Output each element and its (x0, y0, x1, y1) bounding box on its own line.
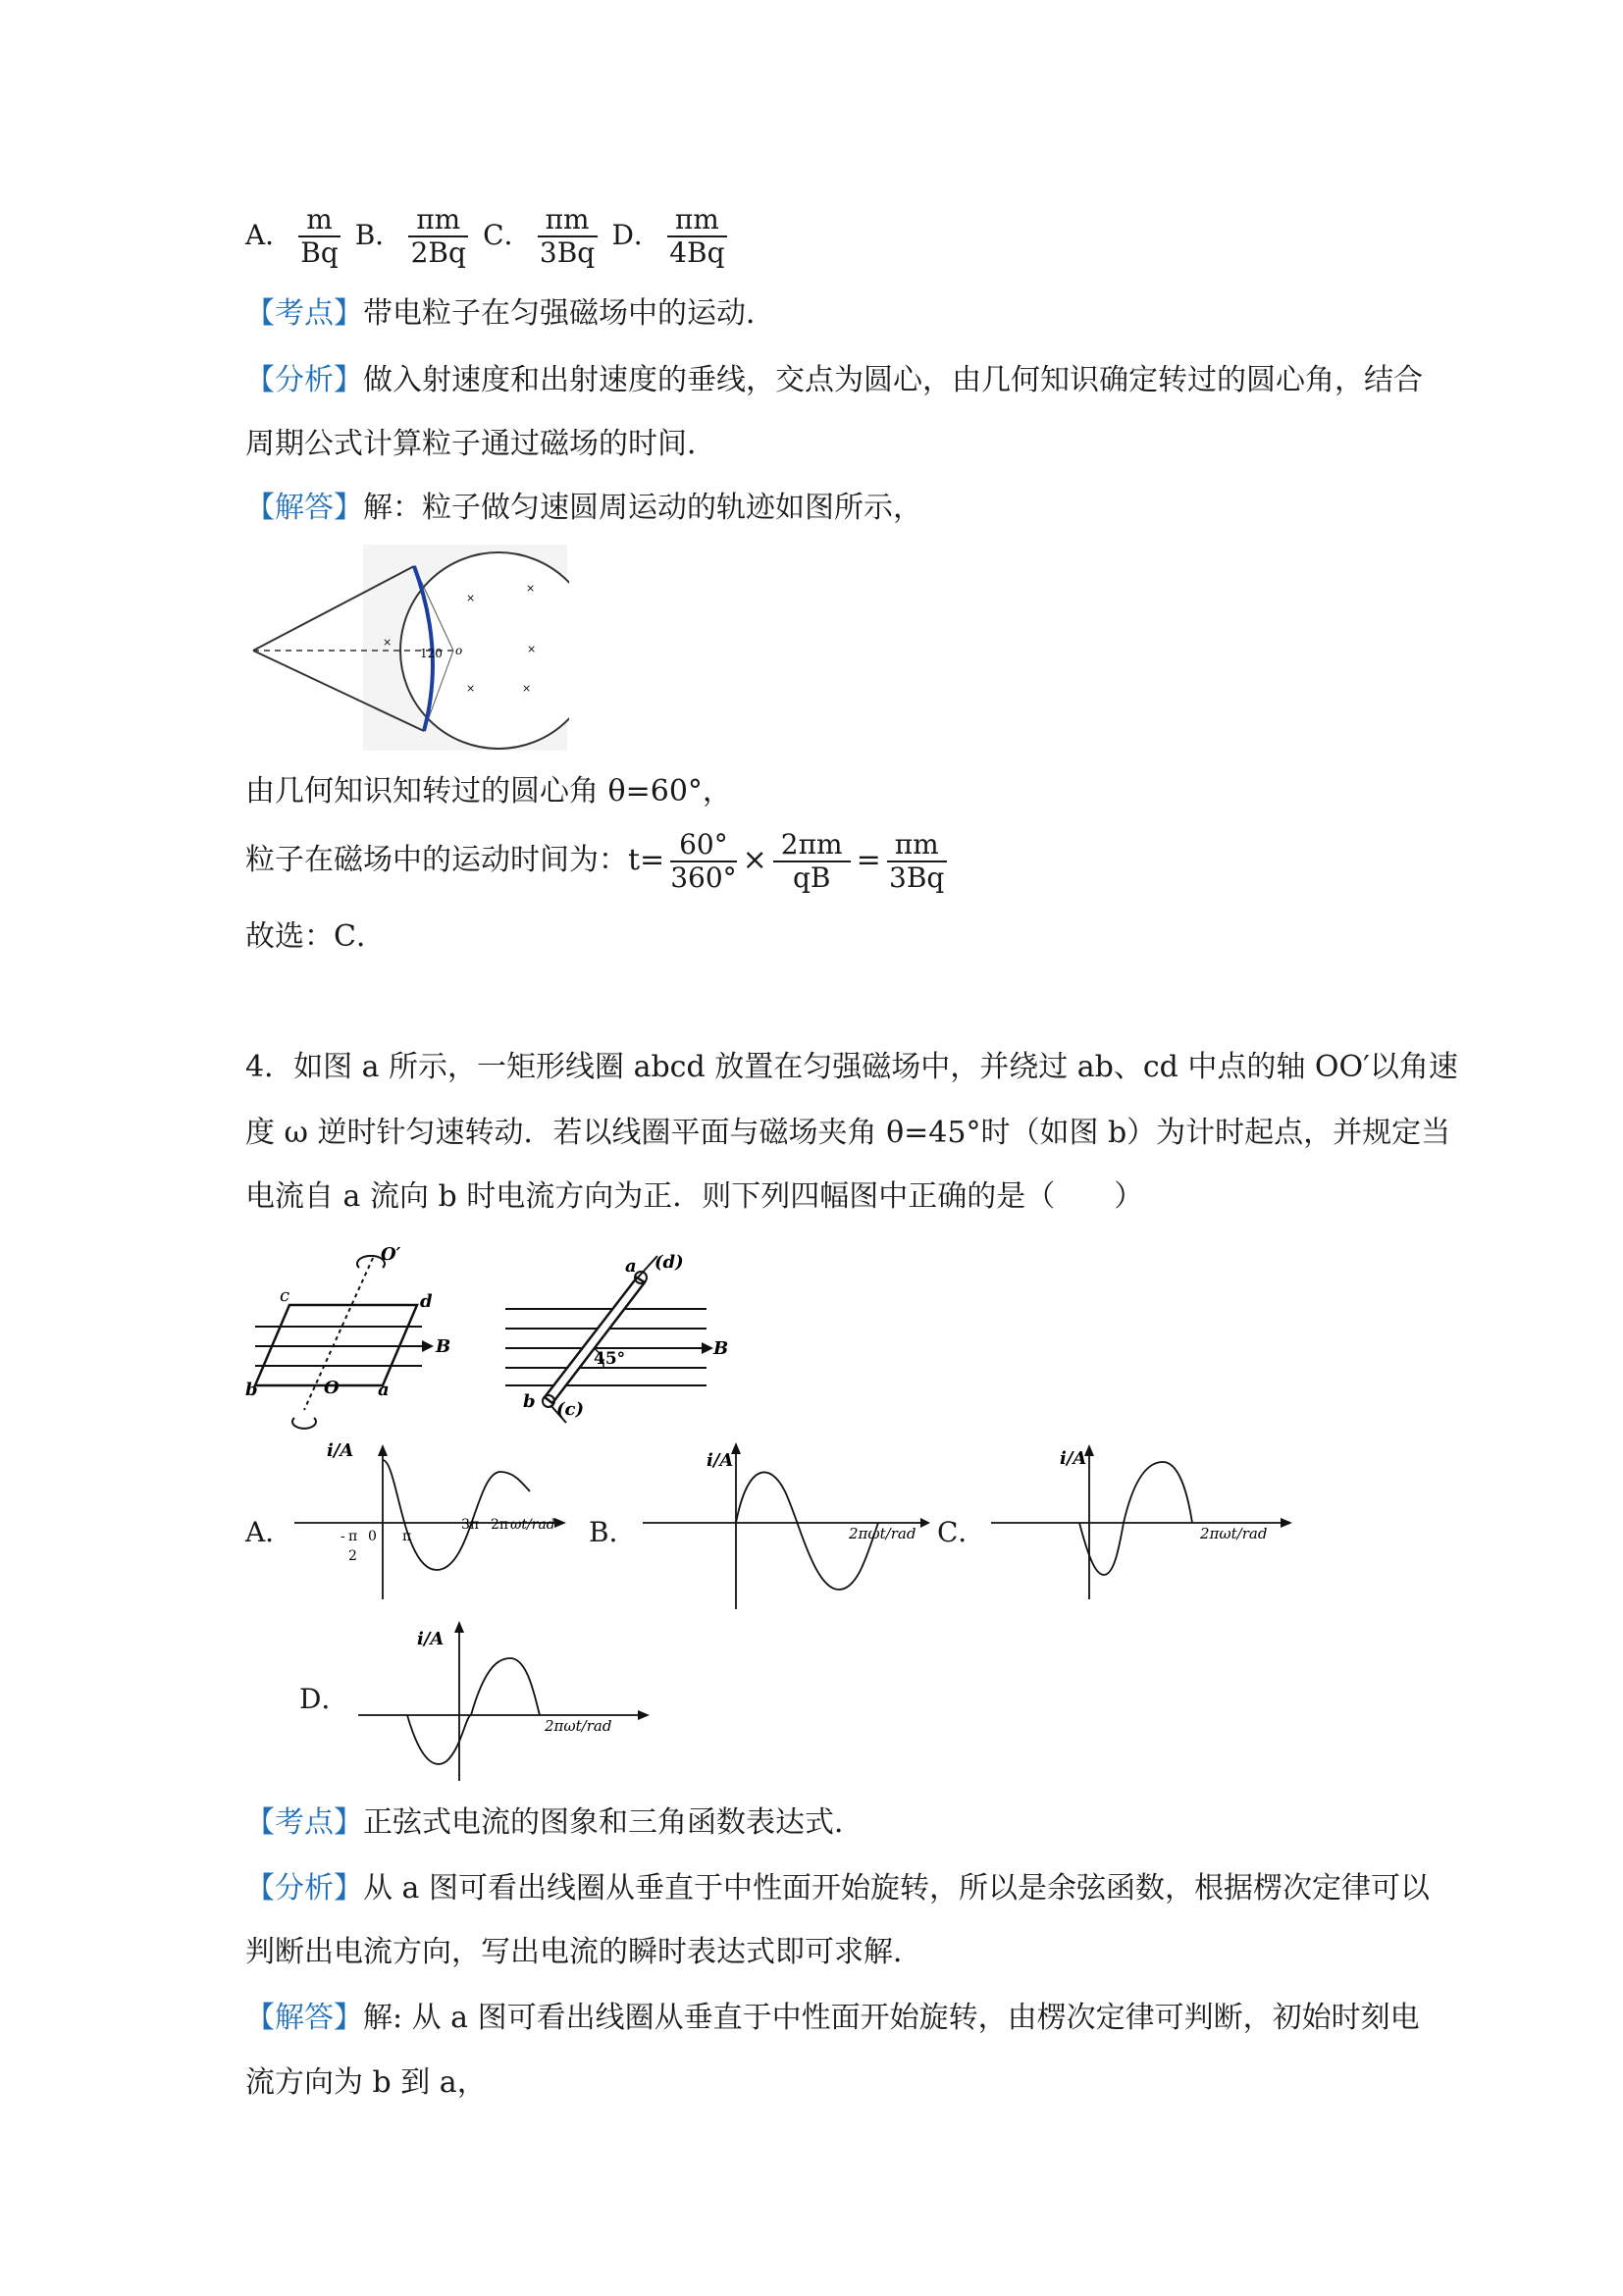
label-o-prime: O′ (381, 1244, 401, 1265)
q4-stem-line2: 度 ω 逆时针匀速转动．若以线圈平面与磁场夹角 θ=45°时（如图 b）为计时起点，并规定当 (245, 1116, 1451, 1150)
curve-c (1079, 1462, 1192, 1575)
graph-b (638, 1442, 932, 1614)
q4-fenxi-line1: 【分析】从 a 图可看出线圈从垂直于中性面开始旋转，所以是余弦函数，根据楞次定律可以 (245, 1871, 1430, 1905)
q3-answer: 故选：C． (245, 919, 386, 954)
label-b: b (245, 1380, 258, 1400)
figure-b-coil-side (496, 1238, 731, 1430)
option-a-den: Bq (300, 236, 339, 269)
q4-jieda-line2: 流方向为 b 到 a， (245, 2065, 487, 2100)
x-label: 2πωt/rad (545, 1717, 612, 1735)
option-a: A． $\frac{m}{Bq}$ (245, 219, 355, 251)
x-axis-arrow (554, 1518, 566, 1528)
label-a-side: a (625, 1256, 637, 1277)
x-axis-arrow (1281, 1518, 1292, 1528)
fenxi-tag: 【分析】 (245, 1871, 363, 1905)
x-axis-arrow (638, 1710, 650, 1720)
option-a-num: m (298, 204, 340, 237)
option-d-num: πm (667, 204, 727, 237)
graph-d (353, 1619, 657, 1786)
option-d-den: 4Bq (669, 236, 725, 269)
kaodian-tag: 【考点】 (245, 296, 363, 331)
label-b-side: b (523, 1391, 536, 1412)
q3-time-formula: 粒子在磁场中的运动时间为：t= $\frac{60^\circ}{360^\circ}$ × $\frac{2\pi m}{qB}$ = $\frac{\pi m}{3Bq}$ (245, 829, 953, 894)
option-d: D． $\frac{\pi m}{4Bq}$ (611, 219, 732, 251)
label-d-side: (d) (654, 1252, 684, 1273)
label-field-b-side: B (713, 1338, 729, 1359)
graph-b-label: B． (589, 1516, 637, 1548)
x-label: 2πωt/rad (849, 1525, 916, 1542)
option-c-den: 3Bq (539, 236, 596, 269)
cross-mark: × (526, 582, 536, 595)
q4-jieda-line1: 【解答】解: 从 a 图可看出线圈从垂直于中性面开始旋转，由楞次定律可判断，初始时刻电 (245, 2001, 1420, 2035)
x-label: ωt/rad (510, 1517, 555, 1533)
tick-3pi: 3π (461, 1517, 480, 1533)
y-label: i/A (1060, 1448, 1087, 1469)
q3-angle-line: 由几何知识知转过的圆心角 θ=60°， (245, 774, 732, 809)
jieda-tag: 【解答】 (245, 2001, 363, 2035)
minus-tick: - (340, 1529, 345, 1544)
x-axis-arrow (920, 1518, 930, 1528)
rotation-arrow-bottom (292, 1418, 316, 1429)
label-a: a (378, 1380, 390, 1400)
y-label: i/A (327, 1442, 354, 1461)
x-label: 2πωt/rad (1200, 1525, 1268, 1542)
cross-mark: × (527, 643, 537, 655)
curve-d (407, 1658, 540, 1764)
curve-a (383, 1460, 530, 1570)
label-d: d (420, 1291, 433, 1312)
cross-mark: × (383, 636, 393, 649)
zero-tick: 0 (368, 1529, 377, 1544)
graph-a (289, 1442, 574, 1604)
q4-kaodian: 【考点】正弦式电流的图象和三角函数表达式． (245, 1805, 864, 1840)
label-c-side: (c) (556, 1399, 584, 1420)
graph-c (986, 1442, 1300, 1604)
y-axis-arrow (378, 1444, 388, 1456)
q3-options (245, 204, 733, 269)
q3-kaodian: 【考点】带电粒子在匀强磁场中的运动． (245, 296, 775, 331)
q4-fenxi-line2: 判断出电流方向，写出电流的瞬时表达式即可求解． (245, 1935, 922, 1969)
option-b-den: 2Bq (410, 236, 466, 269)
y-axis-arrow (454, 1621, 464, 1633)
field-arrow (702, 1342, 713, 1354)
cross-mark: × (466, 592, 476, 604)
tick-two: 2 (348, 1548, 357, 1564)
q4-stem-line1: 4．如图 a 所示，一矩形线圈 abcd 放置在匀强磁场中，并绕过 ab、cd 中点的轴 OO′以角速 (245, 1050, 1458, 1084)
graph-d-label: D． (299, 1683, 349, 1715)
coil-edge (545, 1278, 645, 1403)
label-o: O (324, 1378, 340, 1398)
center-o: o (455, 644, 463, 657)
label-field-b: B (436, 1336, 451, 1357)
tick-pi-2: π (402, 1529, 412, 1544)
q4-stem-line3: 电流自 a 流向 b 时电流方向为正．则下列四幅图中正确的是（ ） (245, 1179, 1144, 1214)
option-b-num: πm (408, 204, 468, 237)
y-label: i/A (707, 1450, 734, 1471)
q3-fenxi-line1: 【分析】做入射速度和出射速度的垂线，交点为圆心，由几何知识确定转过的圆心角，结合 (245, 363, 1423, 397)
graph-a-label: A． (245, 1516, 293, 1548)
q3-jieda: 【解答】解：粒子做匀速圆周运动的轨迹如图所示， (245, 491, 922, 525)
jieda-tag: 【解答】 (245, 491, 363, 525)
y-label: i/A (417, 1629, 445, 1649)
option-c-num: πm (538, 204, 598, 237)
tick-2pi: 2π (491, 1517, 509, 1533)
angle-label: 120 (420, 647, 443, 660)
graph-c-label: C． (937, 1516, 986, 1548)
field-arrow (422, 1340, 434, 1352)
figure-a-coil (245, 1238, 456, 1430)
option-c: C． $\frac{\pi m}{3Bq}$ (483, 219, 611, 251)
kaodian-tag: 【考点】 (245, 1805, 363, 1840)
label-c: c (280, 1285, 290, 1306)
q3-fenxi-line2: 周期公式计算粒子通过磁场的时间． (245, 427, 716, 461)
tick-pi: π (348, 1529, 358, 1544)
q3-trajectory-figure (245, 545, 569, 756)
cross-mark: × (466, 682, 476, 695)
label-angle: 45° (594, 1349, 626, 1369)
option-b: B． $\frac{\pi m}{2Bq}$ (355, 219, 483, 251)
fenxi-tag: 【分析】 (245, 363, 363, 397)
cross-mark: × (522, 682, 532, 695)
